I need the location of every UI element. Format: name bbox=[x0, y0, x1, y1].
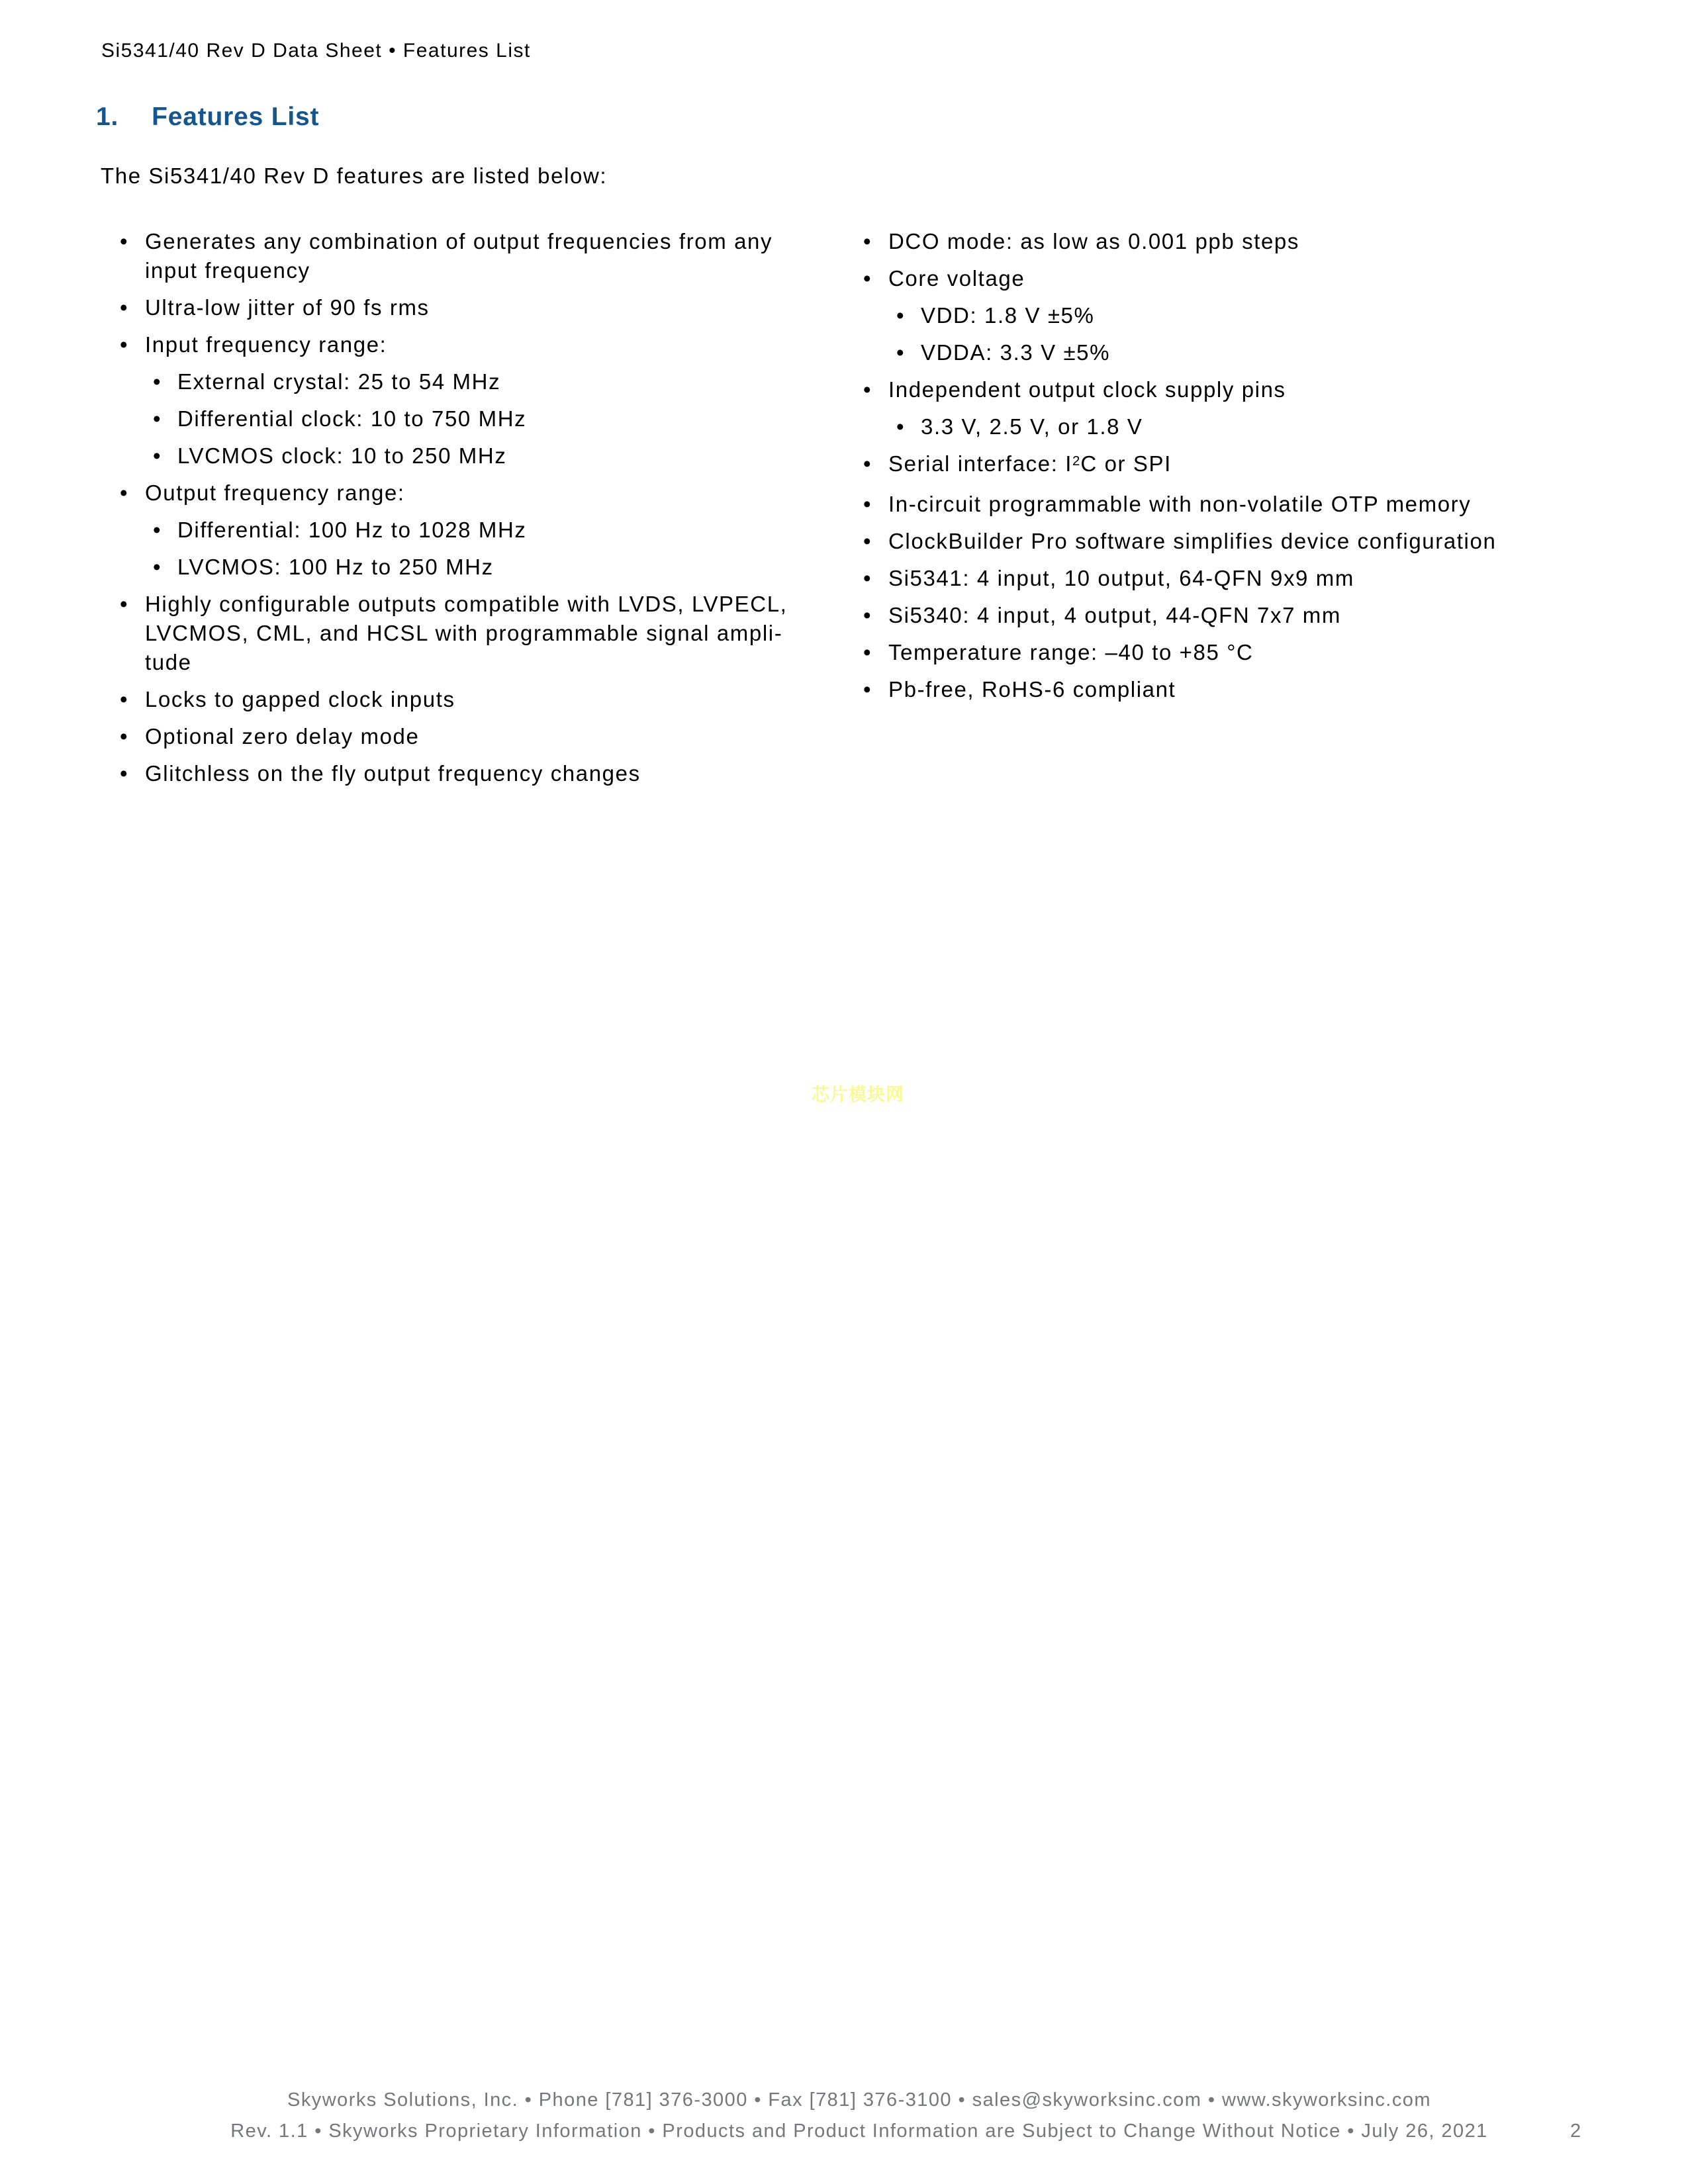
list-item bbox=[863, 375, 1591, 404]
item-text: VDD: 1.8 V ±5% bbox=[921, 303, 1095, 328]
bullet-icon: • bbox=[153, 406, 162, 431]
item-text: Si5341: 4 input, 10 output, 64-QFN 9x9 mm bbox=[888, 566, 1354, 590]
item-text: LVCMOS clock: 10 to 250 MHz bbox=[177, 443, 507, 468]
item-text: VDDA: 3.3 V ±5% bbox=[921, 340, 1111, 365]
list-item bbox=[863, 227, 1591, 256]
bullet-icon: • bbox=[863, 529, 872, 553]
bullet-icon: • bbox=[153, 518, 162, 542]
footer-line-1: Skyworks Solutions, Inc. • Phone [781] 376-3000 • Fax [781] 376-3100 • sales@skyworksinc.com • www.skyworksinc.com bbox=[287, 2089, 1431, 2111]
list-item bbox=[863, 449, 1591, 482]
item-text: 3.3 V, 2.5 V, or 1.8 V bbox=[921, 414, 1143, 439]
list-item bbox=[120, 478, 796, 508]
bullet-icon: • bbox=[863, 451, 872, 476]
item-text: Glitchless on the fly output frequency changes bbox=[145, 761, 641, 786]
bullet-icon: • bbox=[120, 724, 129, 749]
list-item bbox=[120, 516, 796, 545]
item-text: In-circuit programmable with non-volatile OTP memory bbox=[888, 492, 1472, 516]
bullet-icon: • bbox=[863, 377, 872, 402]
bullet-icon: • bbox=[863, 492, 872, 516]
item-text: Core voltage bbox=[888, 266, 1025, 291]
list-item bbox=[863, 490, 1591, 519]
bullet-icon: • bbox=[153, 369, 162, 394]
bullet-icon: • bbox=[120, 687, 129, 711]
item-text: Ultra-low jitter of 90 fs rms bbox=[145, 295, 430, 320]
item-text: Locks to gapped clock inputs bbox=[145, 687, 455, 711]
bullet-icon: • bbox=[863, 566, 872, 590]
list-item bbox=[120, 227, 796, 285]
item-text: External crystal: 25 to 54 MHz bbox=[177, 369, 501, 394]
bullet-icon: • bbox=[863, 266, 872, 291]
list-item bbox=[863, 675, 1591, 704]
bullet-icon: • bbox=[863, 677, 872, 702]
bullet-icon: • bbox=[153, 443, 162, 468]
section-heading bbox=[96, 103, 319, 132]
bullet-icon: • bbox=[120, 229, 129, 253]
list-item bbox=[863, 564, 1591, 593]
item-text: Generates any combination of output frequencies from any input frequency bbox=[145, 229, 773, 283]
watermark: 芯片模块网 bbox=[812, 1085, 904, 1105]
item-text: Differential clock: 10 to 750 MHz bbox=[177, 406, 527, 431]
item-text: LVCMOS: 100 Hz to 250 MHz bbox=[177, 555, 494, 579]
item-text: ClockBuilder Pro software simplifies device configuration bbox=[888, 529, 1497, 553]
list-item bbox=[120, 685, 796, 714]
list-item bbox=[863, 601, 1591, 630]
bullet-icon: • bbox=[120, 761, 129, 786]
list-item bbox=[863, 638, 1591, 667]
bullet-icon: • bbox=[153, 555, 162, 579]
list-item bbox=[120, 722, 796, 751]
item-text: Temperature range: –40 to +85 °C bbox=[888, 640, 1254, 664]
bullet-icon: • bbox=[120, 295, 129, 320]
item-text: Differential: 100 Hz to 1028 MHz bbox=[177, 518, 527, 542]
superscript-text: 2 bbox=[1072, 453, 1081, 469]
list-item bbox=[863, 301, 1591, 330]
bullet-icon: • bbox=[120, 480, 129, 505]
bullet-icon: • bbox=[896, 303, 906, 328]
item-text: Pb-free, RoHS-6 compliant bbox=[888, 677, 1176, 702]
bullet-icon: • bbox=[863, 640, 872, 664]
list-item bbox=[863, 412, 1591, 441]
item-text: Optional zero delay mode bbox=[145, 724, 420, 749]
item-text: Output frequency range: bbox=[145, 480, 405, 505]
features-column-left bbox=[120, 227, 796, 796]
list-item bbox=[120, 293, 796, 322]
section-number: 1. bbox=[96, 103, 119, 131]
item-text: Independent output clock supply pins bbox=[888, 377, 1286, 402]
list-item bbox=[120, 404, 796, 433]
item-text: Input frequency range: bbox=[145, 332, 387, 357]
list-item bbox=[120, 441, 796, 471]
section-title: Features List bbox=[152, 103, 320, 131]
bullet-icon: • bbox=[863, 603, 872, 627]
list-item bbox=[120, 590, 796, 677]
list-item bbox=[120, 367, 796, 396]
item-text: Si5340: 4 input, 4 output, 44-QFN 7x7 mm bbox=[888, 603, 1341, 627]
page-number: 2 bbox=[1570, 2120, 1581, 2142]
list-item bbox=[120, 330, 796, 359]
list-item bbox=[863, 264, 1591, 293]
features-column-right bbox=[863, 227, 1591, 712]
list-item bbox=[863, 527, 1591, 556]
item-text: Serial interface: $I^2C$ or SPI bbox=[888, 451, 1172, 476]
item-text: DCO mode: as low as 0.001 ppb steps bbox=[888, 229, 1299, 253]
item-text: Highly configurable outputs compatible with LVDS, LVPECL, LVCMOS, CML, and HCSL with programmable signal amplitude bbox=[145, 592, 788, 674]
bullet-icon: • bbox=[896, 414, 906, 439]
bullet-icon: • bbox=[896, 340, 906, 365]
bullet-icon: • bbox=[120, 332, 129, 357]
intro-text: The Si5341/40 Rev D features are listed below: bbox=[101, 163, 608, 188]
page-footer bbox=[30, 2085, 1688, 2147]
running-header: Si5341/40 Rev D Data Sheet • Features List bbox=[101, 40, 531, 62]
list-item bbox=[120, 759, 796, 788]
bullet-icon: • bbox=[863, 229, 872, 253]
bullet-icon: • bbox=[120, 592, 129, 616]
list-item bbox=[120, 553, 796, 582]
list-item bbox=[863, 338, 1591, 367]
footer-line-2: Rev. 1.1 • Skyworks Proprietary Information • Products and Product Information are Subject to Change Without Notice • July 26, 2021 bbox=[230, 2120, 1488, 2142]
